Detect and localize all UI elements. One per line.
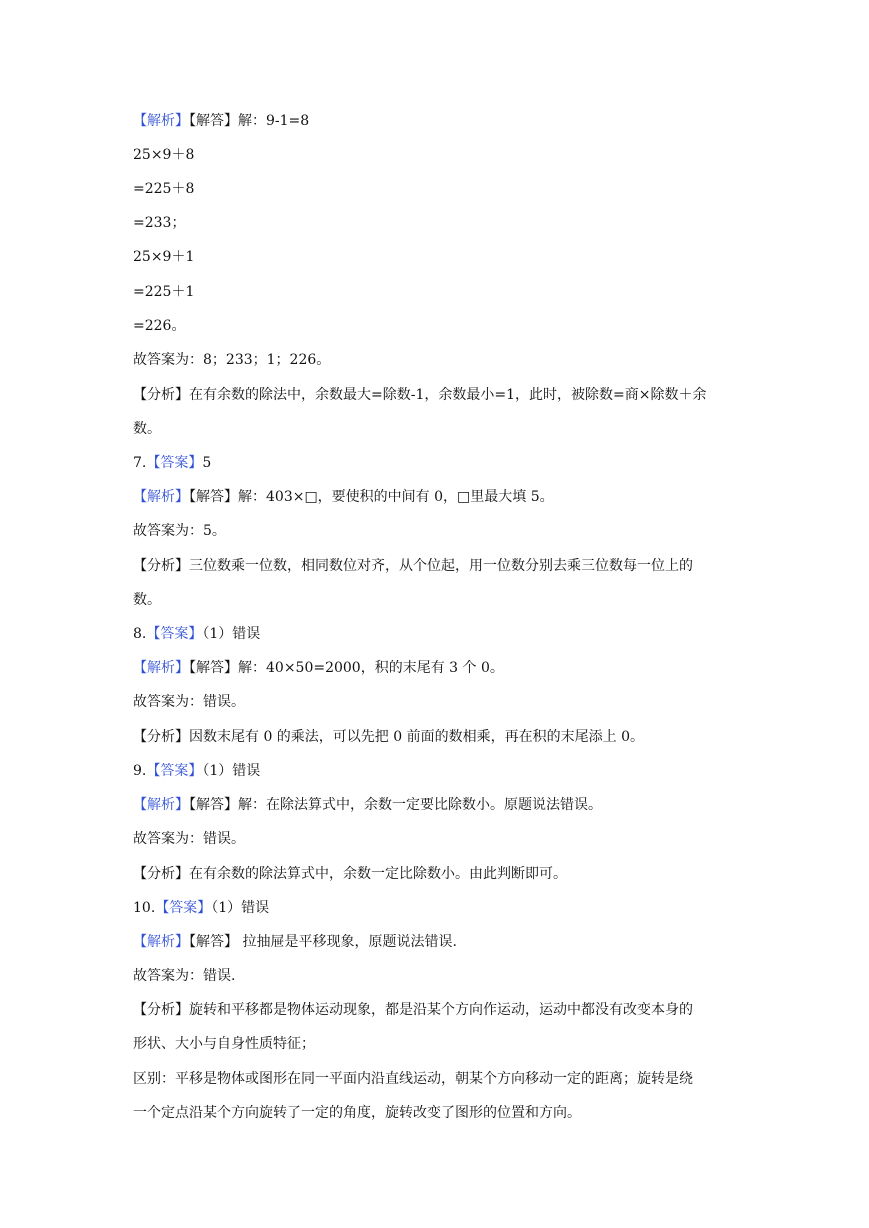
section-tag: 【解析】 bbox=[133, 489, 189, 505]
question-number: 9. bbox=[133, 763, 147, 779]
question-number: 10. bbox=[133, 900, 156, 916]
text-line bbox=[133, 453, 743, 473]
text-line bbox=[133, 658, 743, 678]
line-text: =233； bbox=[133, 215, 186, 231]
text-line bbox=[133, 1000, 743, 1020]
text-line bbox=[133, 350, 743, 370]
line-text: 区别：平移是物体或图形在同一平面内沿直线运动，朝某个方向移动一定的距离；旋转是绕 bbox=[133, 1071, 693, 1087]
text-line bbox=[133, 385, 743, 405]
line-text: =225＋8 bbox=[133, 181, 195, 197]
line-text: 5 bbox=[202, 455, 212, 471]
line-text: 数。 bbox=[133, 592, 161, 608]
line-text: 一个定点沿某个方向旋转了一定的角度，旋转改变了图形的位置和方向。 bbox=[133, 1105, 581, 1121]
section-tag: 【答案】 bbox=[146, 626, 203, 642]
line-text: 故答案为：错误。 bbox=[133, 831, 245, 847]
section-tag: 【解析】 bbox=[133, 113, 189, 129]
line-text: 【解答】解：9-1=8 bbox=[189, 113, 310, 129]
line-text: （1）错误 bbox=[211, 900, 270, 916]
section-tag: 【解析】 bbox=[133, 797, 189, 813]
text-line bbox=[133, 213, 743, 233]
line-text: 【分析】因数末尾有 0 的乘法，可以先把 0 前面的数相乘，再在积的末尾添上 0。 bbox=[133, 729, 644, 745]
line-text: 【解答】解：403×□，要使积的中间有 0，□里最大填 5。 bbox=[189, 489, 554, 505]
text-line bbox=[133, 316, 743, 336]
line-text: 【分析】在有余数的除法中，余数最大=除数-1，余数最小=1，此时，被除数=商×除数＋余 bbox=[133, 387, 707, 403]
text-line bbox=[133, 829, 743, 849]
section-tag: 【答案】 bbox=[146, 455, 203, 471]
line-text: 【分析】三位数乘一位数，相同数位对齐，从个位起，用一位数分别去乘三位数每一位上的 bbox=[133, 558, 693, 574]
line-text: 故答案为：5。 bbox=[133, 523, 226, 539]
text-line bbox=[133, 692, 743, 712]
text-line bbox=[133, 864, 743, 884]
text-line bbox=[133, 111, 743, 131]
section-tag: 【答案】 bbox=[146, 763, 203, 779]
text-line bbox=[133, 795, 743, 815]
section-tag: 【答案】 bbox=[155, 900, 212, 916]
question-number: 7. bbox=[133, 455, 147, 471]
text-line bbox=[133, 624, 743, 644]
text-line bbox=[133, 282, 743, 302]
text-line bbox=[133, 590, 743, 610]
line-text: =225＋1 bbox=[133, 284, 195, 300]
line-text: 故答案为：错误. bbox=[133, 968, 236, 984]
line-text: 故答案为：错误。 bbox=[133, 694, 245, 710]
line-text: 形状、大小与自身性质特征； bbox=[133, 1036, 315, 1052]
text-line bbox=[133, 419, 743, 439]
line-text: =226。 bbox=[133, 318, 186, 334]
line-text: 25×9＋8 bbox=[133, 147, 195, 163]
text-line bbox=[133, 487, 743, 507]
text-line bbox=[133, 1034, 743, 1054]
line-text: 【解答】 拉抽屉是平移现象，原题说法错误. bbox=[189, 934, 457, 950]
text-line bbox=[133, 898, 743, 918]
text-line bbox=[133, 966, 743, 986]
line-text: （1）错误 bbox=[202, 763, 261, 779]
line-text: 数。 bbox=[133, 421, 161, 437]
text-line bbox=[133, 521, 743, 541]
line-text: 25×9＋1 bbox=[133, 249, 195, 265]
text-line bbox=[133, 247, 743, 267]
line-text: 故答案为：8；233；1；226。 bbox=[133, 352, 331, 368]
text-line bbox=[133, 556, 743, 576]
text-line bbox=[133, 1069, 743, 1089]
line-text: 【解答】解：在除法算式中，余数一定要比除数小。原题说法错误。 bbox=[189, 797, 602, 813]
line-text: （1）错误 bbox=[202, 626, 261, 642]
line-text: 【分析】旋转和平移都是物体运动现象，都是沿某个方向作运动，运动中都没有改变本身的 bbox=[133, 1002, 693, 1018]
section-tag: 【解析】 bbox=[133, 934, 189, 950]
text-line bbox=[133, 179, 743, 199]
text-line bbox=[133, 761, 743, 781]
question-number: 8. bbox=[133, 626, 147, 642]
line-text: 【解答】解：40×50=2000，积的末尾有 3 个 0。 bbox=[189, 660, 504, 676]
text-line bbox=[133, 145, 743, 165]
section-tag: 【解析】 bbox=[133, 660, 189, 676]
text-line bbox=[133, 1103, 743, 1123]
text-line bbox=[133, 932, 743, 952]
line-text: 【分析】在有余数的除法算式中，余数一定比除数小。由此判断即可。 bbox=[133, 866, 567, 882]
text-line bbox=[133, 727, 743, 747]
